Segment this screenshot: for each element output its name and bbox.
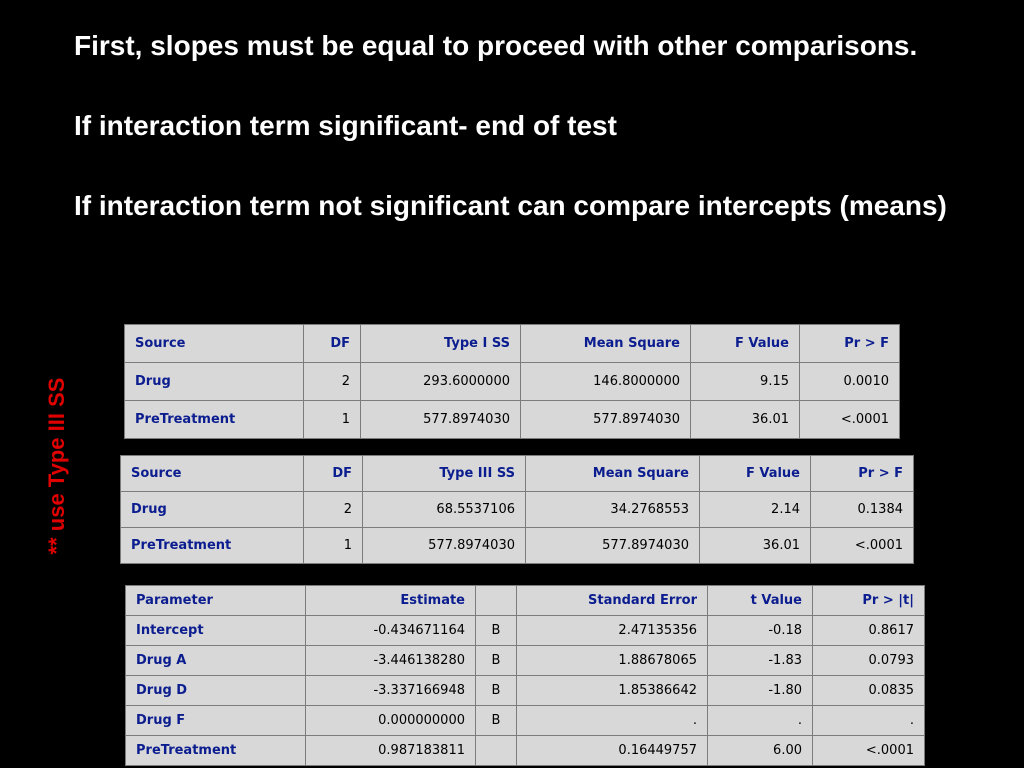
header-flag — [476, 586, 517, 616]
cell-pr-f: <.0001 — [811, 528, 914, 564]
table-header-row — [121, 456, 914, 492]
table-row — [121, 528, 914, 564]
header-source: Source — [121, 456, 304, 492]
cell-f-value: 9.15 — [691, 363, 800, 401]
cell-pr-t: 0.8617 — [813, 616, 925, 646]
cell-pr-t: <.0001 — [813, 736, 925, 766]
cell-flag: B — [476, 616, 517, 646]
cell-ss: 577.8974030 — [361, 401, 521, 439]
cell-ss: 293.6000000 — [361, 363, 521, 401]
header-f-value: F Value — [700, 456, 811, 492]
header-type1-ss: Type I SS — [361, 325, 521, 363]
cell-f-value: 36.01 — [700, 528, 811, 564]
cell-df: 2 — [304, 492, 363, 528]
cell-t-value: -1.83 — [708, 646, 813, 676]
table-row — [125, 401, 900, 439]
cell-mean-square: 577.8974030 — [526, 528, 700, 564]
table-row — [126, 706, 925, 736]
cell-ss: 577.8974030 — [363, 528, 526, 564]
cell-pr-t: 0.0835 — [813, 676, 925, 706]
cell-pr-t: . — [813, 706, 925, 736]
cell-pr-f: <.0001 — [800, 401, 900, 439]
header-pr-f: Pr > F — [811, 456, 914, 492]
cell-standard-error: 2.47135356 — [517, 616, 708, 646]
cell-estimate: 0.987183811 — [306, 736, 476, 766]
row-label: Intercept — [126, 616, 306, 646]
row-label: PreTreatment — [121, 528, 304, 564]
header-mean-square: Mean Square — [521, 325, 691, 363]
parameter-estimates-table — [125, 585, 925, 766]
header-standard-error: Standard Error — [517, 586, 708, 616]
type3-ss-table — [120, 455, 914, 564]
cell-estimate: -0.434671164 — [306, 616, 476, 646]
header-f-value: F Value — [691, 325, 800, 363]
cell-mean-square: 146.8000000 — [521, 363, 691, 401]
row-label: Drug D — [126, 676, 306, 706]
header-pr-t: Pr > |t| — [813, 586, 925, 616]
cell-standard-error: 1.85386642 — [517, 676, 708, 706]
cell-pr-t: 0.0793 — [813, 646, 925, 676]
header-mean-square: Mean Square — [526, 456, 700, 492]
header-type3-ss: Type III SS — [363, 456, 526, 492]
row-label: Drug — [125, 363, 304, 401]
row-label: PreTreatment — [126, 736, 306, 766]
type3-ss-note: ** use Type III SS — [44, 377, 69, 555]
table-row — [126, 676, 925, 706]
cell-t-value: -0.18 — [708, 616, 813, 646]
cell-estimate: -3.337166948 — [306, 676, 476, 706]
cell-mean-square: 577.8974030 — [521, 401, 691, 439]
cell-t-value: -1.80 — [708, 676, 813, 706]
cell-df: 1 — [304, 528, 363, 564]
bullet-interaction-not-significant: If interaction term not significant can compare intercepts (means) — [74, 190, 947, 221]
table-header-row — [126, 586, 925, 616]
type1-ss-table — [124, 324, 900, 439]
header-t-value: t Value — [708, 586, 813, 616]
header-df: DF — [304, 325, 361, 363]
cell-f-value: 36.01 — [691, 401, 800, 439]
bullet-interaction-significant: If interaction term significant- end of test — [74, 110, 617, 141]
row-label: Drug F — [126, 706, 306, 736]
row-label: Drug A — [126, 646, 306, 676]
header-source: Source — [125, 325, 304, 363]
cell-flag: B — [476, 706, 517, 736]
cell-mean-square: 34.2768553 — [526, 492, 700, 528]
cell-f-value: 2.14 — [700, 492, 811, 528]
table-row — [121, 492, 914, 528]
cell-standard-error: 1.88678065 — [517, 646, 708, 676]
header-pr-f: Pr > F — [800, 325, 900, 363]
cell-flag — [476, 736, 517, 766]
cell-standard-error: 0.16449757 — [517, 736, 708, 766]
cell-standard-error: . — [517, 706, 708, 736]
slide-text — [74, 26, 974, 226]
cell-estimate: 0.000000000 — [306, 706, 476, 736]
cell-pr-f: 0.1384 — [811, 492, 914, 528]
cell-df: 1 — [304, 401, 361, 439]
table-row — [126, 646, 925, 676]
cell-flag: B — [476, 646, 517, 676]
cell-flag: B — [476, 676, 517, 706]
table-row — [125, 363, 900, 401]
cell-df: 2 — [304, 363, 361, 401]
table-row — [126, 736, 925, 766]
header-estimate: Estimate — [306, 586, 476, 616]
header-parameter: Parameter — [126, 586, 306, 616]
table-header-row — [125, 325, 900, 363]
row-label: Drug — [121, 492, 304, 528]
cell-ss: 68.5537106 — [363, 492, 526, 528]
cell-pr-f: 0.0010 — [800, 363, 900, 401]
header-df: DF — [304, 456, 363, 492]
cell-t-value: . — [708, 706, 813, 736]
cell-t-value: 6.00 — [708, 736, 813, 766]
row-label: PreTreatment — [125, 401, 304, 439]
bullet-slopes-equal: First, slopes must be equal to proceed with other comparisons. — [74, 30, 918, 61]
table-row — [126, 616, 925, 646]
cell-estimate: -3.446138280 — [306, 646, 476, 676]
